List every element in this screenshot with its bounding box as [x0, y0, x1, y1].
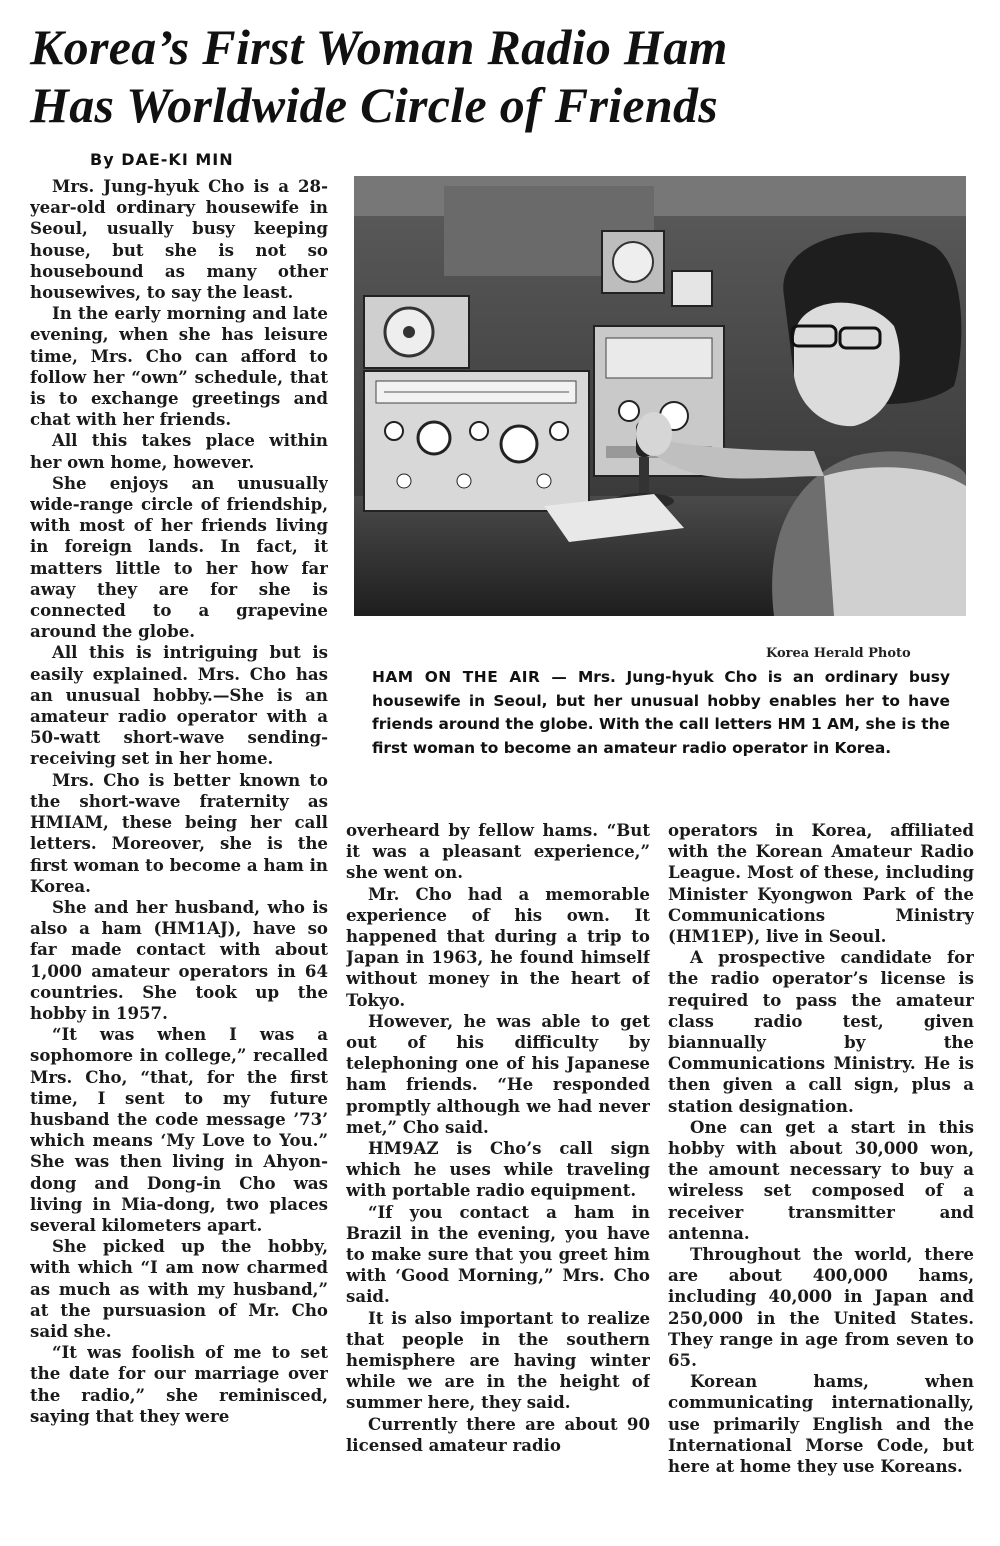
paragraph: All this is intriguing but is easily explained. Mrs. Cho has an unusual hobby.—She is an amateur radio operator with a 50-watt short-wave sending-receiving set in her home.	[30, 642, 328, 769]
paragraph: Mr. Cho had a memorable experience of his own. It happened that during a trip to Japan in 1963, he found himself without money in the heart of Tokyo.	[346, 883, 650, 1010]
headline-line-2: Has Worldwide Circle of Friends	[30, 77, 719, 133]
caption-lead: HAM ON THE AIR —	[372, 668, 568, 686]
photo-credit: Korea Herald Photo	[766, 646, 911, 661]
paragraph: In the early morning and late evening, when she has leisure time, Mrs. Cho can afford to follow her “own” schedule, that is to exchange greetings and chat with her friends.	[30, 303, 328, 430]
byline: By DAE-KI MIN	[90, 150, 234, 169]
paragraph: Korean hams, when communicating internationally, use primarily English and the International Morse Code, but here at home they use Koreans.	[668, 1371, 974, 1477]
article-column-2	[346, 820, 650, 1542]
paragraph: Currently there are about 90 licensed amateur radio	[346, 1413, 650, 1455]
paragraph: She enjoys an unusually wide-range circle of friendship, with most of her friends living in foreign lands. In fact, it matters little to her how far away they are for she is connected to a grapevine around the globe.	[30, 472, 328, 642]
paragraph: She picked up the hobby, with which “I am now charmed as much as with my husband,” at the pursuasion of Mr. Cho said she.	[30, 1236, 328, 1341]
photo-caption	[372, 666, 950, 760]
paragraph: It is also important to realize that people in the southern hemisphere are having winter while we are in the height of summer here, they said.	[346, 1307, 650, 1413]
paragraph: Mrs. Cho is better known to the short-wave fraternity as HMIAM, these being her call letters. Moreover, she is the first woman to become a ham in Korea.	[30, 769, 328, 896]
paragraph: Mrs. Jung-hyuk Cho is a 28-year-old ordinary housewife in Seoul, usually busy keeping house, but she is not so housebound as many other housewives, to say the least.	[30, 176, 328, 303]
paragraph: All this takes place within her own home, however.	[30, 430, 328, 472]
paragraph: She and her husband, who is also a ham (HM1AJ), have so far made contact with about 1,000 amateur operators in 64 countries. She took up the hobby in 1957.	[30, 896, 328, 1023]
article-column-3	[668, 820, 974, 1542]
paragraph: A prospective candidate for the radio operator’s license is required to pass the amateur class radio test, given biannually by the Communications Ministry. He is then given a call sign, plus a station designation.	[668, 947, 974, 1116]
caption-body: Mrs. Jung-hyuk Cho is an ordinary busy housewife in Seoul, but her unusual hobby enables her to have friends around the globe. With the call letters HM 1 AM, she is the first woman to become an amateur radio operator in Korea.	[372, 668, 951, 757]
news-photo	[354, 176, 966, 616]
paragraph: HM9AZ is Cho’s call sign which he uses while traveling with portable radio equipment.	[346, 1138, 650, 1201]
paragraph: One can get a start in this hobby with about 30,000 won, the amount necessary to buy a wireless set composed of a receiver transmitter and antenna.	[668, 1116, 974, 1243]
headline	[30, 18, 980, 134]
paragraph: Throughout the world, there are about 400,000 hams, including 40,000 in Japan and 250,000 in the United States. They range in age from seven to 65.	[668, 1244, 974, 1371]
paragraph: operators in Korea, affiliated with the Korean Amateur Radio League. Most of these, including Minister Kyongwon Park of the Communications Ministry (HM1EP), live in Seoul.	[668, 820, 974, 947]
paragraph: overheard by fellow hams. “But it was a pleasant experience,” she went on.	[346, 820, 650, 883]
paragraph: “It was when I was a sophomore in college,” recalled Mrs. Cho, “that, for the first time, I sent to my future husband the code message ’73’ which means ‘My Love to You.” She was then living in Ahyon-dong and Dong-in Cho was living in Mia-dong, two places several kilometers apart.	[30, 1024, 328, 1235]
paragraph: However, he was able to get out of his difficulty by telephoning one of his Japanese ham friends. “He responded promptly although we had never met,” Cho said.	[346, 1010, 650, 1137]
paragraph: “If you contact a ham in Brazil in the evening, you have to make sure that you greet him with ‘Good Morning,” Mrs. Cho said.	[346, 1201, 650, 1307]
paragraph: “It was foolish of me to set the date for our marriage over the radio,” she reminisced, saying that they were	[30, 1342, 328, 1426]
article-column-1	[30, 176, 328, 1542]
radio-station-photo	[354, 176, 966, 616]
headline-line-1: Korea’s First Woman Radio Ham	[30, 19, 728, 75]
